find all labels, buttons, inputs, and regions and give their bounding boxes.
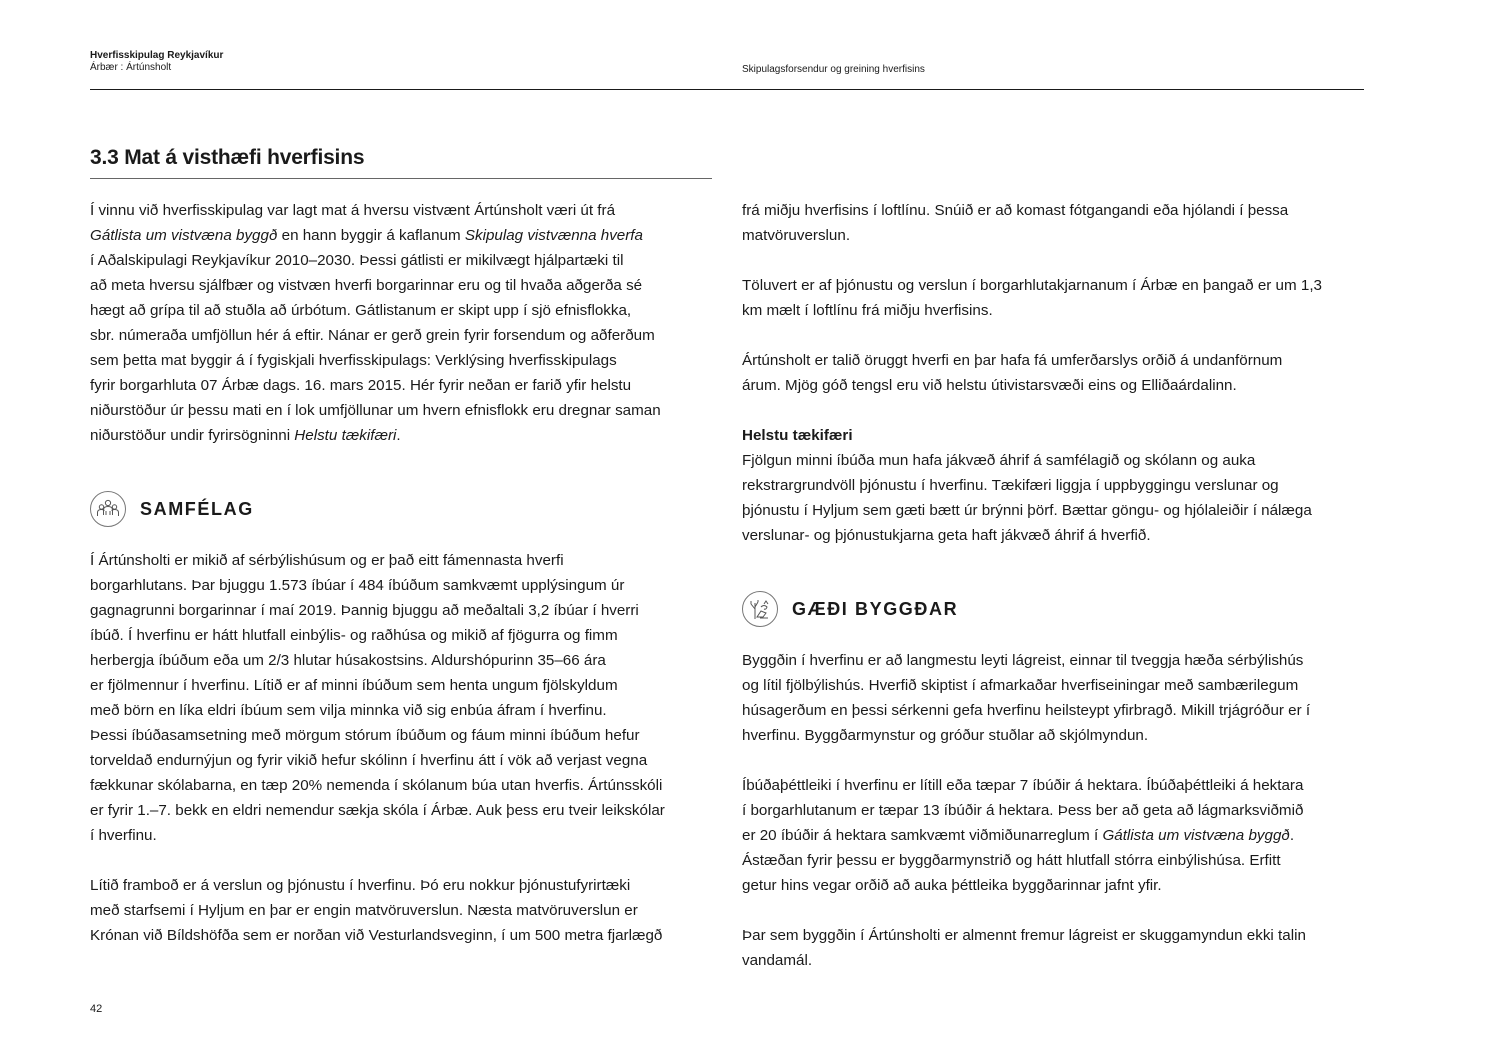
text-line: að meta hversu sjálfbær og vistvæn hverfi borgarinnar eru og til hvaða aðgerða sé xyxy=(90,277,643,294)
text-line: Í Ártúnsholti er mikið af sérbýlishúsum og er það eitt fámennasta hverfi xyxy=(90,552,564,569)
text-line: km mælt í loftlínu frá miðju hverfisins. xyxy=(742,302,993,319)
section-title-divider xyxy=(90,178,712,179)
text-line: gagnagrunni borgarinnar í maí 2019. Þannig bjuggu að meðaltali 3,2 íbúar í hverri xyxy=(90,602,639,619)
text-line xyxy=(742,823,1372,848)
text-line: getur hins vegar orðið að auka þéttleika byggðarinnar jafnt yfir. xyxy=(742,877,1162,894)
gaedi-paragraph-3 xyxy=(742,923,1372,973)
text-line: herbergja íbúðum eða um 2/3 hlutar húsakostsins. Aldurshópurinn 35–66 ára xyxy=(90,652,606,669)
text-fragment: er 20 íbúðir á hektara samkvæmt viðmiðunarreglum í xyxy=(742,827,1103,844)
category-label: SAMFÉLAG xyxy=(140,499,254,519)
samfelag-paragraph-3 xyxy=(742,273,1372,323)
text-line: verslunar- og þjónustukjarna geta haft jákvæð áhrif á hverfið. xyxy=(742,527,1151,544)
location-breadcrumb: Árbær : Ártúnsholt xyxy=(90,62,172,73)
chapter-title: Skipulagsforsendur og greining hverfisins xyxy=(742,64,925,75)
text-line: Íbúðaþéttleiki í hverfinu er lítill eða tæpar 7 íbúðir á hektara. Íbúðaþéttleiki á hektara xyxy=(742,777,1304,794)
italic-reference: Gátlista um vistvæna byggð xyxy=(1102,827,1290,844)
text-fragment: . xyxy=(396,427,401,444)
text-fragment: en hann byggir á kaflanum xyxy=(277,227,465,244)
section-title: 3.3 Mat á visthæfi hverfisins xyxy=(90,146,365,169)
text-line: niðurstöður úr þessu mati en í lok umfjöllunar um hvern efnisflokk eru dregnar saman xyxy=(90,402,661,419)
people-group-icon xyxy=(90,491,126,527)
header-divider xyxy=(90,89,1364,90)
italic-reference: Gátlista um vistvæna byggð xyxy=(90,227,278,244)
text-line xyxy=(90,223,720,248)
text-line: matvöruverslun. xyxy=(742,227,851,244)
text-line: sbr. númeraða umfjöllun hér á eftir. Nánar er gerð grein fyrir forsendum og aðferðum xyxy=(90,327,655,344)
text-line: sem þetta mat byggir á í fygiskjali hverfisskipulags: Verklýsing hverfisskipulags xyxy=(90,352,617,369)
text-line: Byggðin í hverfinu er að langmestu leyti lágreist, einnar til tveggja hæða sérbýlishús xyxy=(742,652,1304,669)
text-line: Í vinnu við hverfisskipulag var lagt mat á hversu vistvænt Ártúnsholt væri út frá xyxy=(90,202,616,219)
text-line: er fyrir 1.–7. bekk en eldri nemendur sækja skóla í Árbæ. Auk þess eru tveir leikskólar xyxy=(90,802,665,819)
tree-buildings-icon xyxy=(742,591,778,627)
text-line: í borgarhlutanum er tæpar 13 íbúðir á hektara. Þess ber að geta að lágmarksviðmið xyxy=(742,802,1304,819)
running-header-left xyxy=(90,50,223,74)
text-line: árum. Mjög góð tengsl eru við helstu útivistarsvæði eins og Elliðaárdalinn. xyxy=(742,377,1237,394)
text-line: í Aðalskipulagi Reykjavíkur 2010–2030. Þessi gátlisti er mikilvægt hjálpartæki til xyxy=(90,252,624,269)
text-line: þjónustu í Hyljum sem gæti bætt úr brýnni þörf. Bættar göngu- og hjólaleiðir í nálæga xyxy=(742,502,1312,519)
text-line: íbúð. Í hverfinu er hátt hlutfall einbýlis- og raðhúsa og mikið af fjögurra og fimm xyxy=(90,627,618,644)
text-line: hægt að grípa til að stuðla að úrbótum. Gátlistanum er skipt upp í sjö efnisflokka, xyxy=(90,302,632,319)
text-line: rekstrargrundvöll þjónustu í hverfinu. Tækifæri liggja í uppbyggingu verslunar og xyxy=(742,477,1279,494)
text-line: Þar sem byggðin í Ártúnsholti er almennt fremur lágreist er skuggamyndun ekki talin xyxy=(742,927,1306,944)
italic-reference: Helstu tækifæri xyxy=(294,427,397,444)
text-line: Töluvert er af þjónustu og verslun í borgarhlutakjarnanum í Árbæ en þangað er um 1,3 xyxy=(742,277,1322,294)
text-line: hverfinu. Byggðarmynstur og gróður stuðlar að skjólmyndun. xyxy=(742,727,1149,744)
category-heading-samfelag xyxy=(90,491,254,527)
text-fragment: . xyxy=(1289,827,1295,844)
text-line: frá miðju hverfisins í loftlínu. Snúið er að komast fótgangandi eða hjólandi í þessa xyxy=(742,202,1289,219)
text-line: Krónan við Bíldshöfða sem er norðan við Vesturlandsveginn, í um 500 metra fjarlægð xyxy=(90,927,663,944)
page-number: 42 xyxy=(90,1003,103,1015)
text-line: Lítið framboð er á verslun og þjónustu í hverfinu. Þó eru nokkur þjónustufyrirtæki xyxy=(90,877,631,894)
text-line xyxy=(90,423,720,448)
gaedi-paragraph-2 xyxy=(742,773,1372,898)
text-line: Ártúnsholt er talið öruggt hverfi en þar hafa fá umferðarslys orðið á undanförnum xyxy=(742,352,1283,369)
text-line: torveldað endurnýjun og fyrir vikið hefur skólinn í hverfinu átt í vök að verjast vegna xyxy=(90,752,648,769)
italic-reference: Skipulag vistvænna hverfa xyxy=(464,227,643,244)
samfelag-paragraph-1 xyxy=(90,548,720,848)
text-line: með starfsemi í Hyljum en þar er engin matvöruverslun. Næsta matvöruverslun er xyxy=(90,902,638,919)
document-title: Hverfisskipulag Reykjavíkur xyxy=(90,50,224,61)
text-line: vandamál. xyxy=(742,952,813,969)
text-line: húsagerðum en þessi sérkenni gefa hverfinu heilsteypt yfirbragð. Mikill trjágróður er í xyxy=(742,702,1311,719)
gaedi-paragraph-1 xyxy=(742,648,1372,748)
text-line: borgarhlutans. Þar bjuggu 1.573 íbúar í 484 íbúðum samkvæmt upplýsingum úr xyxy=(90,577,625,594)
category-label: GÆÐI BYGGÐAR xyxy=(792,599,959,619)
text-line: Þessi íbúðasamsetning með mörgum stórum íbúðum og fáum minni íbúðum hefur xyxy=(90,727,640,744)
text-line: og lítil fjölbýlishús. Hverfið skiptist í afmarkaðar hverfiseiningar með sambærilegum xyxy=(742,677,1299,694)
text-line: fækkunar skólabarna, en tæp 20% nemenda í skólanum búa utan hverfis. Ártúnsskóli xyxy=(90,777,663,794)
text-line: Fjölgun minni íbúða mun hafa jákvæð áhrif á samfélagið og skólann og auka xyxy=(742,452,1256,469)
samfelag-paragraph-2 xyxy=(90,873,720,948)
samfelag-opportunities xyxy=(742,423,1372,548)
category-heading-gaedi-byggdar xyxy=(742,591,958,627)
text-fragment: niðurstöður undir fyrirsögninni xyxy=(90,427,295,444)
opportunities-heading: Helstu tækifæri xyxy=(742,427,853,444)
text-line: Ástæðan fyrir þessu er byggðarmynstrið og hátt hlutfall stórra einbýlishúsa. Erfitt xyxy=(742,852,1281,869)
samfelag-paragraph-4 xyxy=(742,348,1372,398)
text-line: fyrir borgarhluta 07 Árbæ dags. 16. mars 2015. Hér fyrir neðan er farið yfir helstu xyxy=(90,377,632,394)
samfelag-paragraph-2-continued xyxy=(742,198,1372,248)
text-line: er fjölmennur í hverfinu. Lítið er af minni íbúðum sem henta ungum fjölskyldum xyxy=(90,677,618,694)
intro-paragraph xyxy=(90,198,720,448)
text-line: með börn en líka eldri íbúum sem vilja minnka við sig enbúa áfram í hverfinu. xyxy=(90,702,607,719)
text-line: í hverfinu. xyxy=(90,827,157,844)
